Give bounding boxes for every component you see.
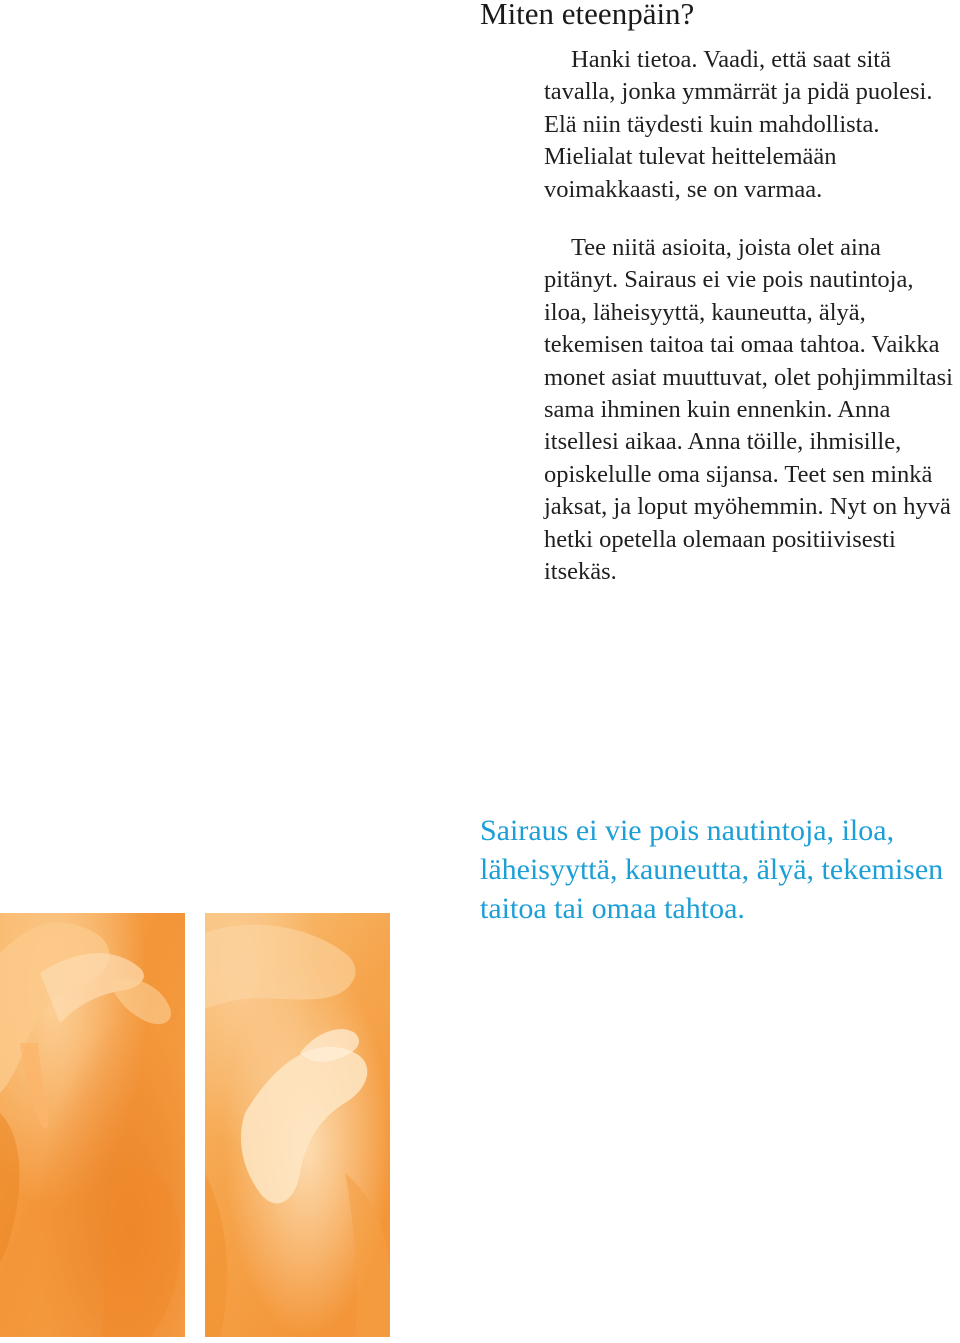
paragraph-1: Hanki tietoa. Vaadi, että saat sitä tavalla, jonka ymmärrät ja pidä puolesi. Elä niin täydesti kuin mahdollista. Mielialat tulevat heittelemään voimakkaasti, se on varmaa. <box>544 46 933 203</box>
body-text <box>544 44 960 589</box>
photo-hands-right <box>205 913 390 1337</box>
pull-quote: Sairaus ei vie pois nautintoja, iloa, läheisyyttä, kauneutta, älyä, tekemisen taitoa tai omaa tahtoa. <box>480 814 944 925</box>
photo-hands-left <box>0 913 185 1337</box>
page-heading: Miten eteenpäin? <box>480 0 695 31</box>
paragraph-2: Tee niitä asioita, joista olet aina pitänyt. Sairaus ei vie pois nautintoja, iloa, läheisyyttä, kauneutta, älyä, tekemisen taitoa tai omaa tahtoa. Vaikka monet asiat muuttuvat, olet pohjimmiltasi sama ihminen kuin ennenkin. Anna itsellesi aikaa. Anna töille, ihmisille, opiskelulle oma sijansa. Teet sen minkä jaksat, ja loput myöhemmin. Nyt on hyvä hetki opetella olemaan positiivisesti itsekäs. <box>544 234 953 586</box>
photo-hands-left-image <box>0 913 185 1337</box>
photo-hands-right-image <box>205 913 390 1337</box>
